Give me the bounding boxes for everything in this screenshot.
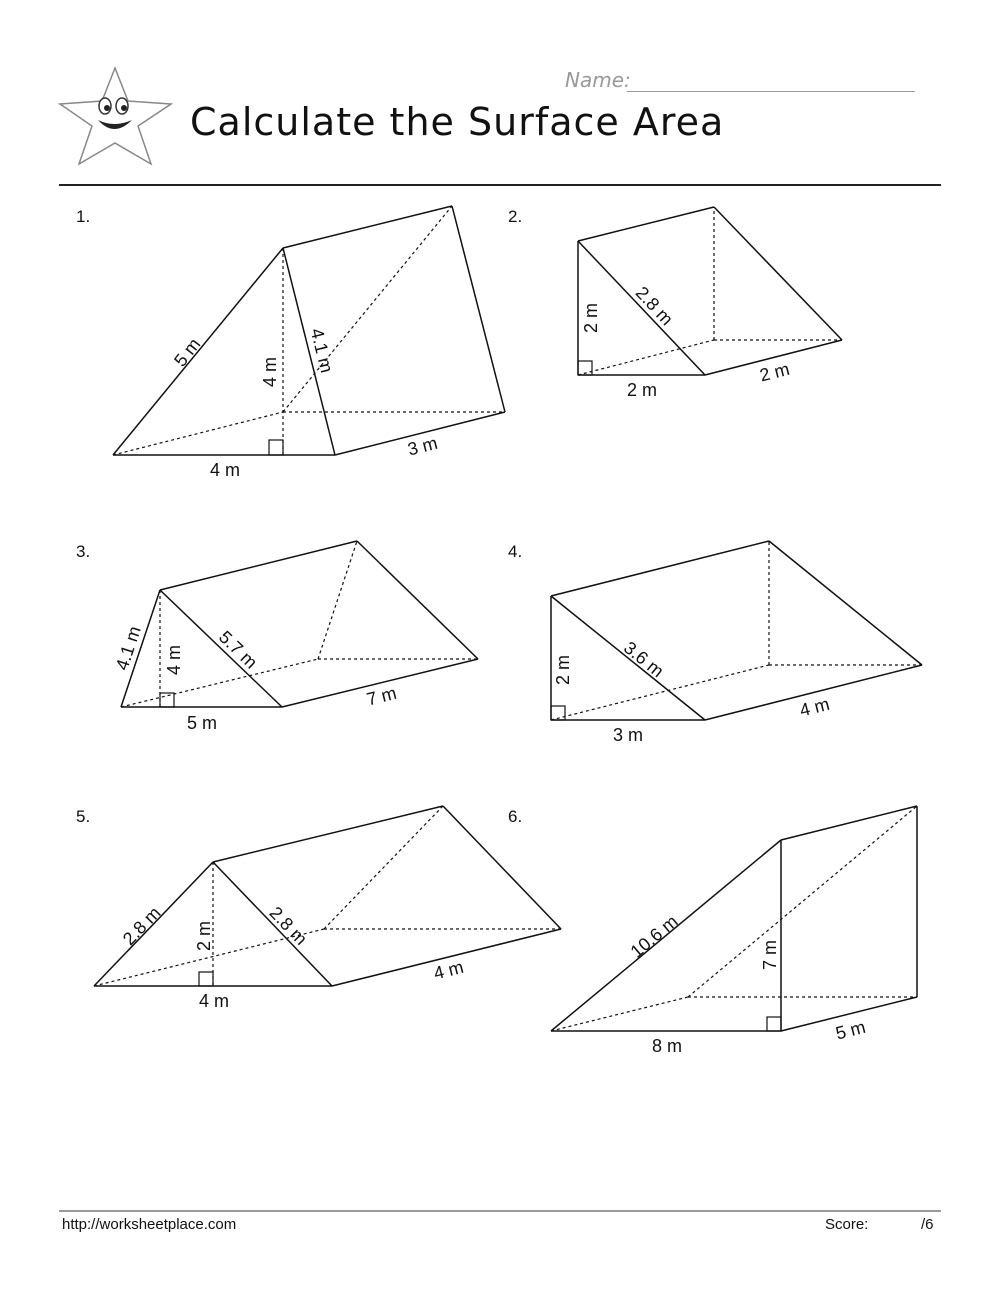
- p6-base-label: 8 m: [651, 1036, 683, 1056]
- p1-hypotenuse-label: 5 m: [170, 334, 205, 371]
- p4-length-label: 4 m: [797, 693, 832, 721]
- p6-hypotenuse-label: 10.6 m: [626, 911, 682, 962]
- problem-3-number: 3.: [76, 542, 91, 561]
- p1-length-label: 3 m: [405, 432, 440, 460]
- p3-side-label: 4.1 m: [111, 623, 145, 673]
- p1-height-label: 4 m: [260, 356, 280, 388]
- prism-3: [121, 541, 478, 707]
- footer-divider: [59, 1210, 941, 1212]
- p4-hypotenuse-label: 3.6 m: [619, 637, 668, 682]
- p5-right-side-label: 2.8 m: [265, 902, 312, 949]
- p2-hypotenuse-label: 2.8 m: [631, 282, 678, 330]
- p5-left-side-label: 2.8 m: [118, 902, 165, 949]
- p5-base-label: 4 m: [198, 991, 230, 1011]
- page-title: Calculate the Surface Area: [190, 100, 725, 144]
- p3-height-label: 4 m: [164, 644, 184, 676]
- score-total: /6: [921, 1216, 934, 1233]
- prism-6: [551, 806, 917, 1031]
- prism-2: [578, 207, 842, 375]
- problem-1-number: 1.: [76, 207, 91, 226]
- p2-height-label: 2 m: [581, 302, 601, 334]
- footer-url: http://worksheetplace.com: [62, 1216, 237, 1233]
- name-label: Name:: [565, 68, 631, 92]
- p5-length-label: 4 m: [431, 956, 466, 984]
- p5-height-label: 2 m: [194, 920, 214, 952]
- p6-height-label: 7 m: [760, 939, 780, 971]
- p4-height-label: 2 m: [553, 654, 573, 686]
- prism-5: [94, 806, 561, 986]
- problem-4-number: 4.: [508, 542, 523, 561]
- p3-length-label: 7 m: [364, 682, 399, 710]
- p4-base-label: 3 m: [612, 725, 644, 745]
- p2-length-label: 2 m: [757, 358, 792, 386]
- prism-4: [551, 541, 922, 720]
- p6-length-label: 5 m: [833, 1016, 868, 1044]
- p1-base-label: 4 m: [209, 460, 241, 480]
- p3-slant-label: 5.7 m: [215, 626, 262, 673]
- problem-5-number: 5.: [76, 807, 91, 826]
- score-label: Score:: [825, 1216, 869, 1233]
- p1-slant-label: 4.1 m: [306, 326, 337, 375]
- problem-6-number: 6.: [508, 807, 523, 826]
- problem-2-number: 2.: [508, 207, 523, 226]
- p3-base-label: 5 m: [186, 713, 218, 733]
- p2-base-label: 2 m: [626, 380, 658, 400]
